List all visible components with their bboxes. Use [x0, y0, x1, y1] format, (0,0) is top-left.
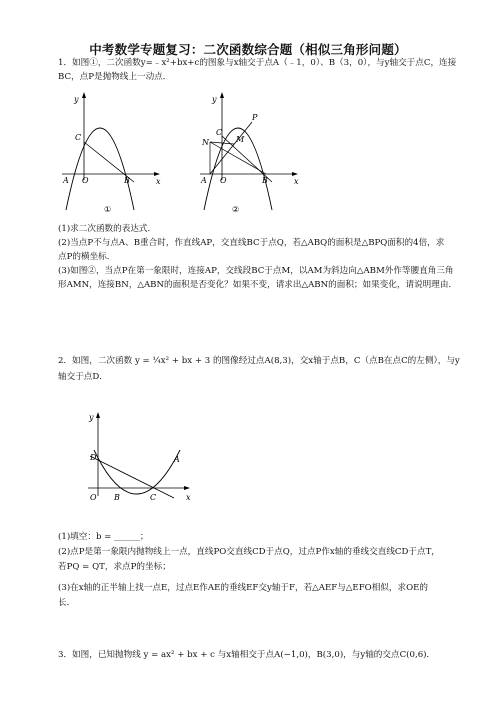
fig1-point-a: A: [63, 176, 69, 185]
q2-fig-point-a: A: [174, 455, 180, 464]
fig1-caption: ①: [104, 205, 112, 214]
q2-part2-line2: 若PQ = QT，求点P的坐标；: [58, 562, 171, 572]
q2-fig-x-label: x: [186, 493, 191, 502]
fig2-point-p: P: [252, 113, 258, 122]
q1-part3-line2: 形AMN，连接BN，△ABN的面积是否变化？如果不变，请求出△ABN的面积；如果变化，请说明理由．: [58, 280, 458, 290]
q2-fig-origin: O: [90, 493, 97, 502]
fig2-point-m: M: [236, 135, 245, 144]
q2-fig-y-label: y: [89, 413, 94, 422]
fig1-origin: O: [82, 176, 89, 185]
fig2-origin: O: [220, 176, 227, 185]
fig2-y-label: y: [212, 95, 217, 104]
q1-figure-1: [58, 90, 168, 219]
q1-part2-line1: (2)当点P不与点A、B重合时，作直线AP，交直线BC于点Q，若△ABQ的面积是△BPQ面积的4倍，求: [58, 238, 445, 248]
fig2-point-a: A: [201, 176, 207, 185]
fig1-y-label: y: [74, 95, 79, 104]
q1-stem-line1: 1．如图①，二次函数y=﹣x²+bx+c的图象与x轴交于点A（﹣1，0）、B（3，0），与y轴交于点C，连接: [58, 58, 457, 68]
fig2-point-b: B: [262, 176, 268, 185]
q3-stem-line1: 3．如图，已知抛物线 y = ax² + bx + c 与x轴相交于点A(−1,0)，B(3,0)，与y轴的交点C(0,6)．: [58, 650, 436, 660]
q2-part3-line1: (3)在x轴的正半轴上找一点E，过点E作AE的垂线EF交y轴于F，若△AEF与△EFO相似，求OE的: [58, 583, 428, 593]
q2-fig-point-d: D: [90, 453, 97, 462]
fig2-caption: ②: [232, 205, 240, 214]
fig1-x-label: x: [156, 177, 161, 186]
q2-part3-line2: 长．: [58, 598, 76, 608]
page-title: 中考数学专题复习：二次函数综合题（相似三角形问题）: [89, 42, 407, 57]
q1-part1: (1)求二次函数的表达式．: [58, 224, 157, 234]
q2-fig-point-b: B: [114, 493, 120, 502]
q1-part3-line1: (3)如图②，当点P在第一象限时，连接AP，交线段BC于点M，以AM为斜边向△ABM外作等腰直角三角: [58, 266, 454, 276]
fig1-point-c: C: [75, 133, 82, 142]
fig2-point-c: C: [216, 128, 223, 137]
fig2-point-n: N: [202, 138, 209, 147]
q2-part2-line1: (2)点P是第一象限内抛物线上一点，直线PO交直线CD于点Q，过点P作x轴的垂线交直线CD于点T，: [58, 547, 440, 557]
fig2-x-label: x: [294, 177, 299, 186]
q2-stem-line1: 2．如图，二次函数 y = ¼x² + bx + 3 的图像经过点A(8,3)，交x轴于点B，C（点B在点C的左侧），与y: [58, 356, 460, 366]
q1-stem-line2: BC，点P是抛物线上一动点．: [58, 72, 172, 82]
q2-figure: [84, 410, 194, 509]
q2-part1: (1)填空：b = ______；: [58, 532, 149, 542]
fig1-point-b: B: [124, 176, 130, 185]
q1-part2-line2: 点P的横坐标．: [58, 252, 116, 262]
q2-fig-point-c: C: [150, 493, 157, 502]
q2-stem-line2: 轴交于点D．: [58, 372, 108, 382]
q1-figure-2: [196, 90, 306, 219]
